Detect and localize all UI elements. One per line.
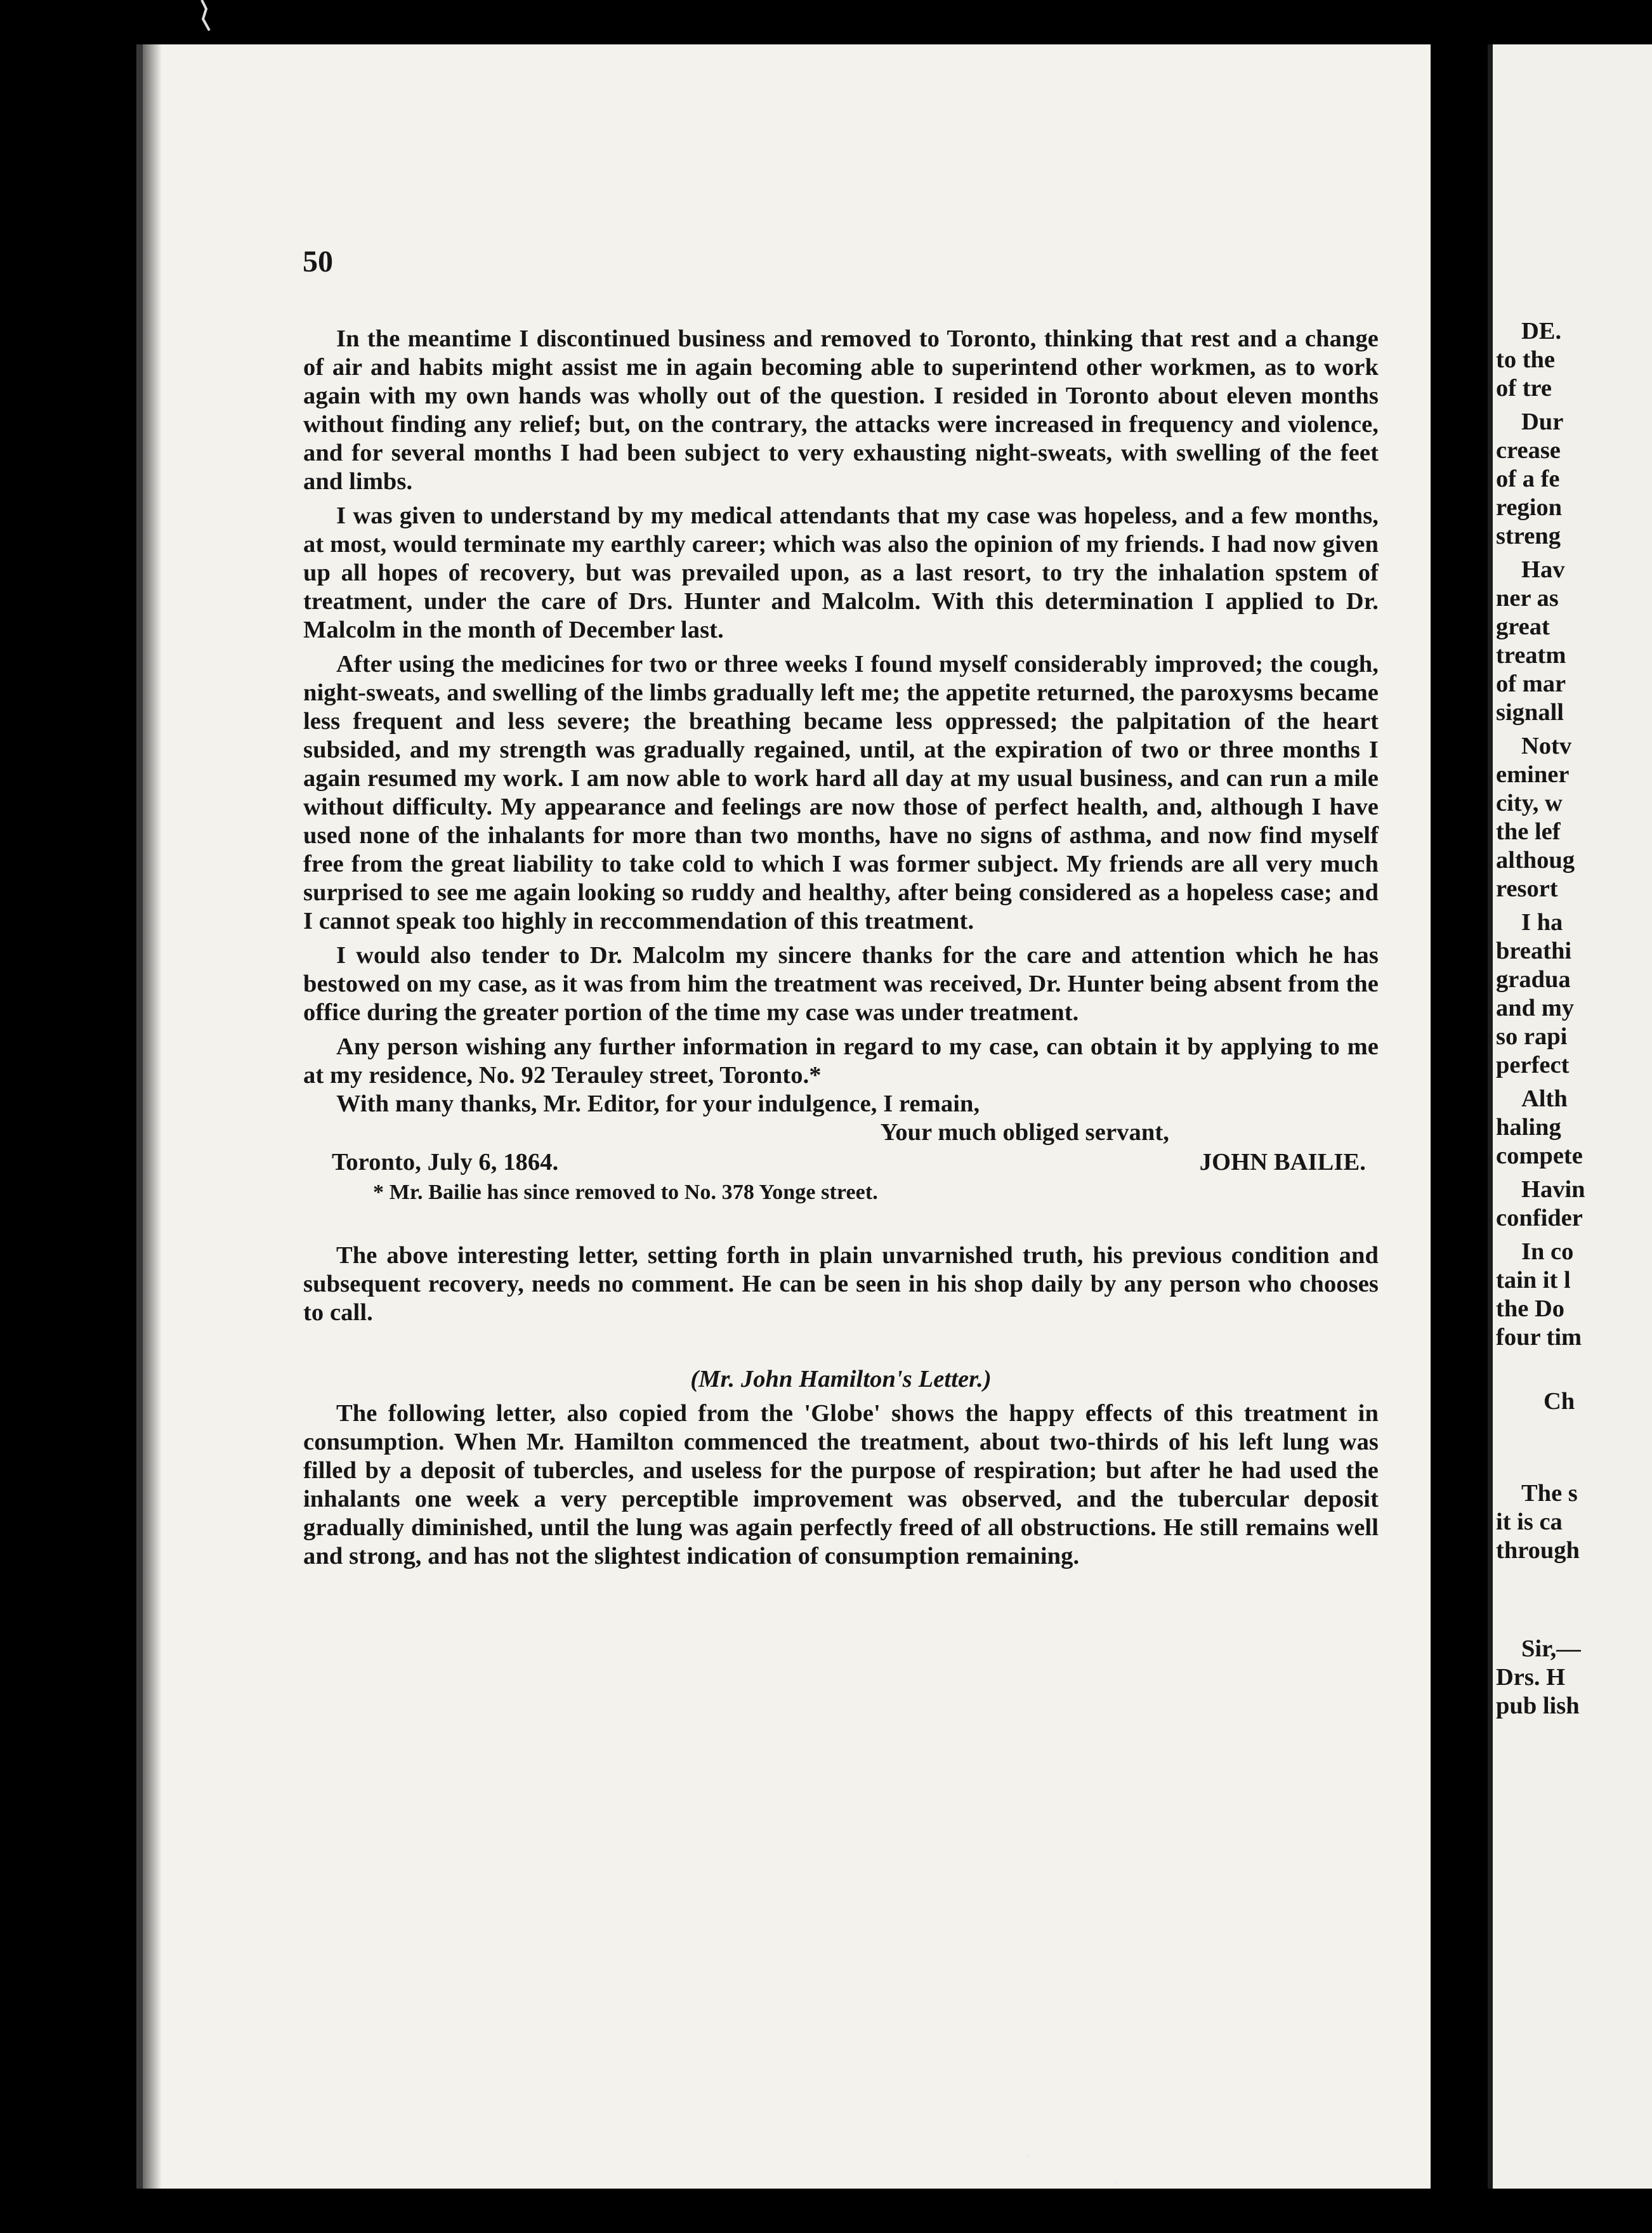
closing-line: With many thanks, Mr. Editor, for your indulgence, I remain, — [336, 1090, 980, 1117]
right-line: In co — [1521, 1238, 1574, 1265]
right-line: The s — [1521, 1480, 1578, 1507]
right-line: Ch — [1544, 1388, 1575, 1415]
right-line: althoug — [1496, 847, 1575, 874]
right-line: compete — [1496, 1143, 1583, 1169]
right-line: so rapi — [1496, 1023, 1568, 1050]
paragraph-5: Any person wishing any further information in regard to my case, can obtain it by applying to me at my residence, No. 92 Terauley street, Toronto.* — [303, 1033, 1379, 1089]
right-line: city, w — [1496, 790, 1563, 816]
paragraph-3: After using the medicines for two or three weeks I found myself considerably improved; the cough, night-sweats, and swelling of the limbs gradually left me; the appetite returned, the paroxysms became less frequent and less severe; the breathing became less oppressed; the palpitation of the heart subsided, and my strength was gradually regained, until, at the expiration of two or three months I again resumed my work. I am now able to work hard all day at my usual business, and can run a mile without difficulty. My appearance and feelings are now those of perfect health, and, although I have used none of the inhalants for more than two months, have no signs of asthma, and now find myself free from the great liability to take cold to which I was former subject. My friends are all very much surprised to see me again looking so ruddy and healthy, after being considered as a hopeless case; and I cannot speak too highly in reccommendation of this treatment. — [303, 651, 1379, 934]
right-line: it is ca — [1496, 1509, 1563, 1535]
scan-speck — [1026, 2155, 1030, 2159]
footnote: * Mr. Bailie has since removed to No. 378 Yonge street. — [373, 1181, 878, 1204]
right-line: confider — [1496, 1205, 1583, 1231]
right-line: to the — [1496, 346, 1556, 373]
right-line: Hav — [1521, 556, 1565, 583]
place-date: Toronto, July 6, 1864. — [332, 1149, 559, 1175]
right-line: treatm — [1496, 642, 1566, 669]
right-line: perfect — [1496, 1052, 1570, 1078]
right-line: of tre — [1496, 375, 1552, 402]
right-line: the Do — [1496, 1295, 1564, 1322]
right-line: of mar — [1496, 671, 1566, 697]
right-line: of a fe — [1496, 466, 1560, 492]
right-line: Notv — [1521, 733, 1572, 759]
signature: JOHN BAILIE. — [1199, 1149, 1366, 1175]
valediction: Your much obliged servant, — [880, 1119, 1169, 1146]
right-line: four tim — [1496, 1324, 1582, 1351]
right-line: resort — [1496, 875, 1558, 902]
right-line: through — [1496, 1537, 1580, 1564]
scan-scratch — [202, 0, 209, 30]
commentary-paragraph: The above interesting letter, setting forth in plain unvarnished truth, his previous condition and subsequent recovery, needs no comment. He can be seen in his shop daily by any person who chooses to call. — [303, 1242, 1379, 1326]
right-line: Alth — [1521, 1085, 1568, 1112]
right-line: Havin — [1521, 1176, 1585, 1203]
right-line: DE. — [1521, 318, 1562, 344]
right-line: great — [1496, 613, 1550, 640]
section-heading: (Mr. John Hamilton's Letter.) — [690, 1366, 992, 1392]
hamilton-intro-paragraph: The following letter, also copied from the 'Globe' shows the happy effects of this treatment in consumption. When Mr. Hamilton commenced the treatment, about two-thirds of his left lung was filled by a deposit of tubercles, and useless for the purpose of respiration; but after he had used the inhalants one week a very perceptible improvement was observed, and the tubercular deposit gradually diminished, until the lung was again perfectly freed of all obstructions. He still remains well and strong, and has not the slightest indication of consumption remaining. — [303, 1400, 1379, 1569]
right-line: haling — [1496, 1114, 1561, 1141]
right-line: breathi — [1496, 938, 1572, 964]
right-line: gradua — [1496, 966, 1571, 993]
right-line: I ha — [1521, 909, 1563, 936]
right-line: streng — [1496, 523, 1561, 549]
paragraph-2: I was given to understand by my medical attendants that my case was hopeless, and a few months, at most, would terminate my earthly career; which was also the opinion of my friends. I had now given up all hopes of recovery, but was prevailed upon, as a last resort, to try the inhalation spstem of treatment, under the care of Drs. Hunter and Malcolm. With this determination I applied to Dr. Malcolm in the month of December last. — [303, 502, 1379, 643]
right-line: eminer — [1496, 761, 1570, 788]
right-line: Dur — [1521, 409, 1564, 435]
right-line: pub lish — [1496, 1693, 1580, 1719]
right-line: and my — [1496, 995, 1575, 1021]
right-line: Drs. H — [1496, 1664, 1566, 1691]
paragraph-1: In the meantime I discontinued business and removed to Toronto, thinking that rest and a change of air and habits might assist me in again becoming able to superintend other workmen, as to work again with my own hands was wholly out of the question. I resided in Toronto about eleven months without finding any relief; but, on the contrary, the attacks were increased in frequency and violence, and for several months I had been subject to very exhausting night-sweats, with swelling of the feet and limbs. — [303, 325, 1379, 495]
paragraph-4: I would also tender to Dr. Malcolm my sincere thanks for the care and attention which he has bestowed on my case, as it was from him the treatment was received, Dr. Hunter being absent from the office during the greater portion of the time my case was under treatment. — [303, 942, 1379, 1026]
scan-speck — [1114, 2180, 1119, 2185]
right-line: crease — [1496, 437, 1561, 464]
right-line: tain it l — [1496, 1267, 1571, 1293]
right-line: the lef — [1496, 818, 1561, 845]
right-line: Sir,— — [1521, 1635, 1581, 1662]
right-line: ner as — [1496, 585, 1559, 612]
right-line: region — [1496, 494, 1563, 521]
page-number: 50 — [303, 245, 333, 278]
right-line: signall — [1496, 699, 1564, 726]
